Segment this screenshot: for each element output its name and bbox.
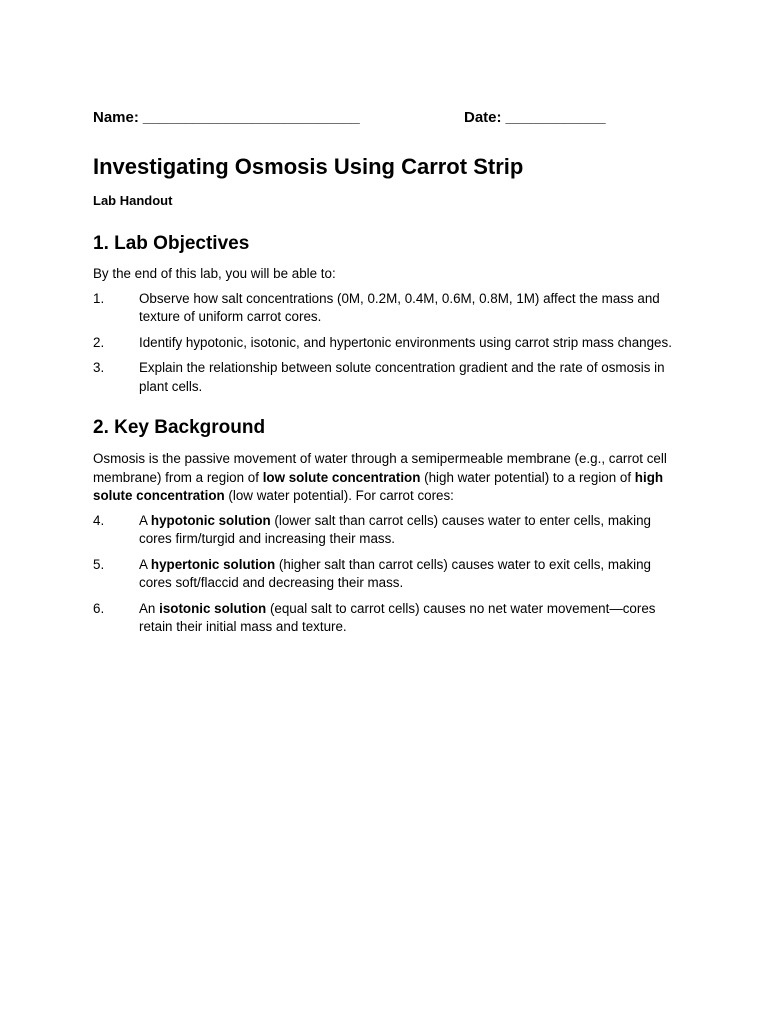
list-item-text bbox=[139, 556, 683, 593]
date-blank: ____________ bbox=[505, 109, 606, 126]
list-item-prefix: A bbox=[139, 512, 151, 528]
list-item-number: 3. bbox=[93, 360, 105, 375]
background-heading: 2. Key Background bbox=[93, 417, 266, 438]
background-bold-text: high solute concentration bbox=[93, 469, 664, 503]
list-item-text bbox=[139, 600, 683, 637]
list-item bbox=[93, 359, 683, 396]
objectives-list bbox=[93, 290, 683, 397]
background-text: (high water potential) to a region of bbox=[420, 469, 635, 485]
name-blank: __________________________ bbox=[142, 109, 360, 126]
name-label: Name: bbox=[93, 109, 139, 126]
list-item-number: 6. bbox=[93, 600, 105, 616]
list-item-description: (lower salt than carrot cells) causes water to enter cells, making cores firm/turgid and increasing their mass. bbox=[139, 512, 651, 546]
background-paragraph bbox=[93, 450, 683, 506]
list-item bbox=[93, 512, 683, 549]
list-item-term: hypotonic solution bbox=[150, 512, 271, 528]
background-bold-text: low solute concentration bbox=[262, 469, 421, 485]
list-item-text bbox=[139, 512, 683, 549]
document-title: Investigating Osmosis Using Carrot Strip bbox=[93, 154, 524, 179]
list-item bbox=[93, 290, 683, 327]
objectives-heading: 1. Lab Objectives bbox=[93, 233, 250, 254]
document-subtitle: Lab Handout bbox=[93, 193, 173, 208]
list-item-term: hypertonic solution bbox=[150, 556, 276, 572]
list-item-number: 4. bbox=[93, 512, 105, 528]
objectives-intro: By the end of this lab, you will be able to: bbox=[93, 266, 336, 281]
name-field bbox=[93, 108, 360, 128]
list-item-text: Explain the relationship between solute concentration gradient and the rate of osmosis in plant cells. bbox=[139, 360, 665, 394]
list-item-text: Observe how salt concentrations (0M, 0.2M, 0.4M, 0.6M, 0.8M, 1M) affect the mass and texture of uniform carrot cores. bbox=[139, 290, 660, 324]
header-row bbox=[93, 108, 683, 128]
document-content bbox=[93, 108, 683, 644]
background-list bbox=[93, 512, 683, 637]
list-item-description: (higher salt than carrot cells) causes water to exit cells, making cores soft/flaccid and decreasing their mass. bbox=[139, 556, 652, 590]
list-item-text: Identify hypotonic, isotonic, and hypertonic environments using carrot strip mass changes. bbox=[139, 334, 672, 350]
list-item-term: isotonic solution bbox=[159, 600, 267, 616]
list-item-prefix: An bbox=[139, 600, 160, 616]
background-text: (low water potential). For carrot cores: bbox=[224, 488, 454, 503]
list-item-number: 5. bbox=[93, 556, 105, 572]
list-item-description: (equal salt to carrot cells) causes no net water movement—cores retain their initial mass and texture. bbox=[139, 600, 656, 634]
list-item-number: 1. bbox=[93, 290, 105, 306]
date-label: Date: bbox=[464, 109, 502, 126]
date-field bbox=[464, 108, 606, 128]
background-text: Osmosis is the passive movement of water through a semipermeable membrane (e.g., carrot cell membrane) from a region of bbox=[93, 451, 667, 485]
list-item-number: 2. bbox=[93, 334, 105, 350]
list-item bbox=[93, 334, 683, 353]
list-item bbox=[93, 556, 683, 593]
list-item bbox=[93, 600, 683, 637]
list-item-prefix: A bbox=[139, 556, 151, 572]
